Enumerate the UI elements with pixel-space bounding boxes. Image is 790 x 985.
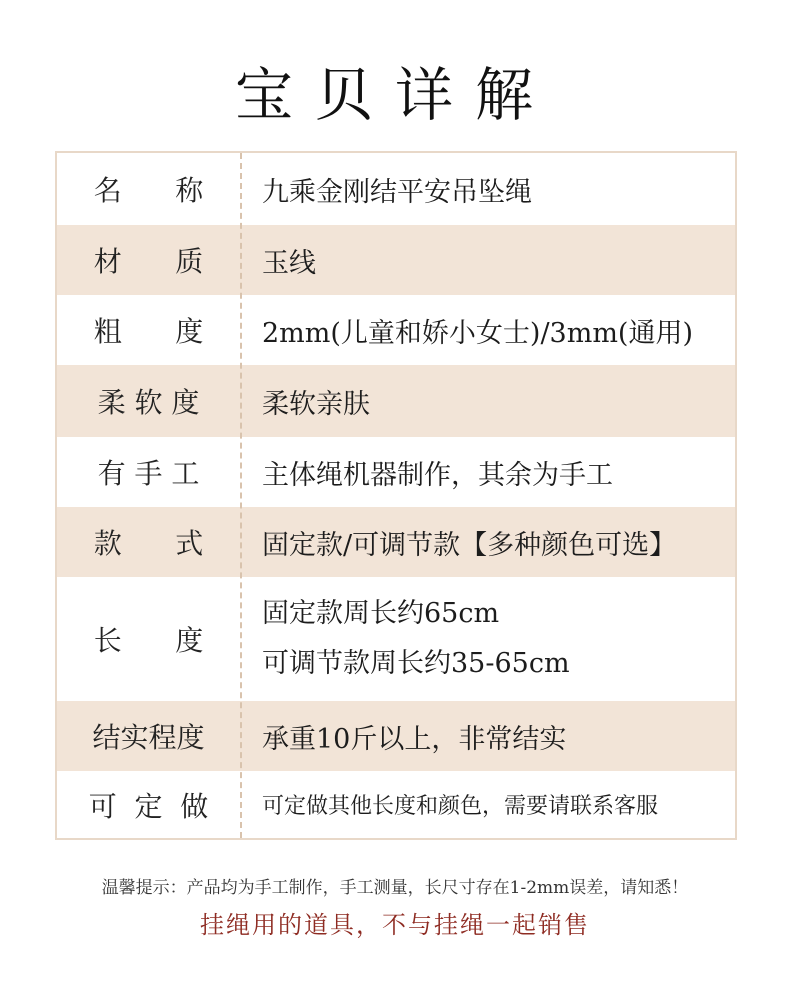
spec-label: 柔 软 度 — [97, 386, 200, 419]
spec-value: 固定款/可调节款【多种颜色可选】 — [262, 529, 677, 561]
spec-value: 九乘金刚结平安吊坠绳 — [262, 176, 532, 208]
spec-value: 玉线 — [262, 247, 316, 279]
spec-row-softness — [57, 365, 735, 437]
spec-value: 主体绳机器制作，其余为手工 — [262, 459, 613, 491]
spec-row-handmade — [57, 437, 735, 507]
spec-label: 粗 度 — [93, 315, 204, 348]
spec-value: 柔软亲肤 — [262, 388, 370, 420]
column-divider — [240, 153, 242, 838]
spec-table — [55, 151, 737, 840]
spec-label: 长 度 — [93, 624, 204, 657]
spec-value: 2mm(儿童和娇小女士)/3mm(通用) — [262, 317, 693, 349]
spec-label: 款 式 — [93, 527, 204, 560]
spec-row-style — [57, 507, 735, 577]
spec-value — [240, 577, 735, 701]
spec-label: 材 质 — [93, 245, 204, 278]
spec-row-customizable — [57, 771, 735, 838]
spec-row-thickness — [57, 295, 735, 365]
spec-label: 可 定 做 — [88, 789, 209, 823]
spec-value-line: 可调节款周长约35-65cm — [262, 648, 570, 679]
spec-row-durability — [57, 701, 735, 771]
spec-row-material — [57, 225, 735, 295]
spec-label: 有 手 工 — [97, 457, 200, 490]
footer-note: 挂绳用的道具，不与挂绳一起销售 — [200, 911, 590, 939]
spec-label: 结实程度 — [92, 721, 205, 754]
spec-value: 承重10斤以上，非常结实 — [262, 723, 567, 755]
spec-value: 可定做其他长度和颜色，需要请联系客服 — [262, 794, 659, 819]
spec-label: 名 称 — [93, 174, 204, 207]
spec-value-line: 固定款周长约65cm — [262, 598, 500, 629]
spec-row-length — [57, 577, 735, 701]
notice-text: 温馨提示：产品均为手工制作，手工测量，长尺寸存在1-2mm误差，请知悉！ — [101, 878, 689, 898]
page-title: 宝贝详解 — [234, 61, 555, 129]
spec-row-name — [57, 153, 735, 225]
